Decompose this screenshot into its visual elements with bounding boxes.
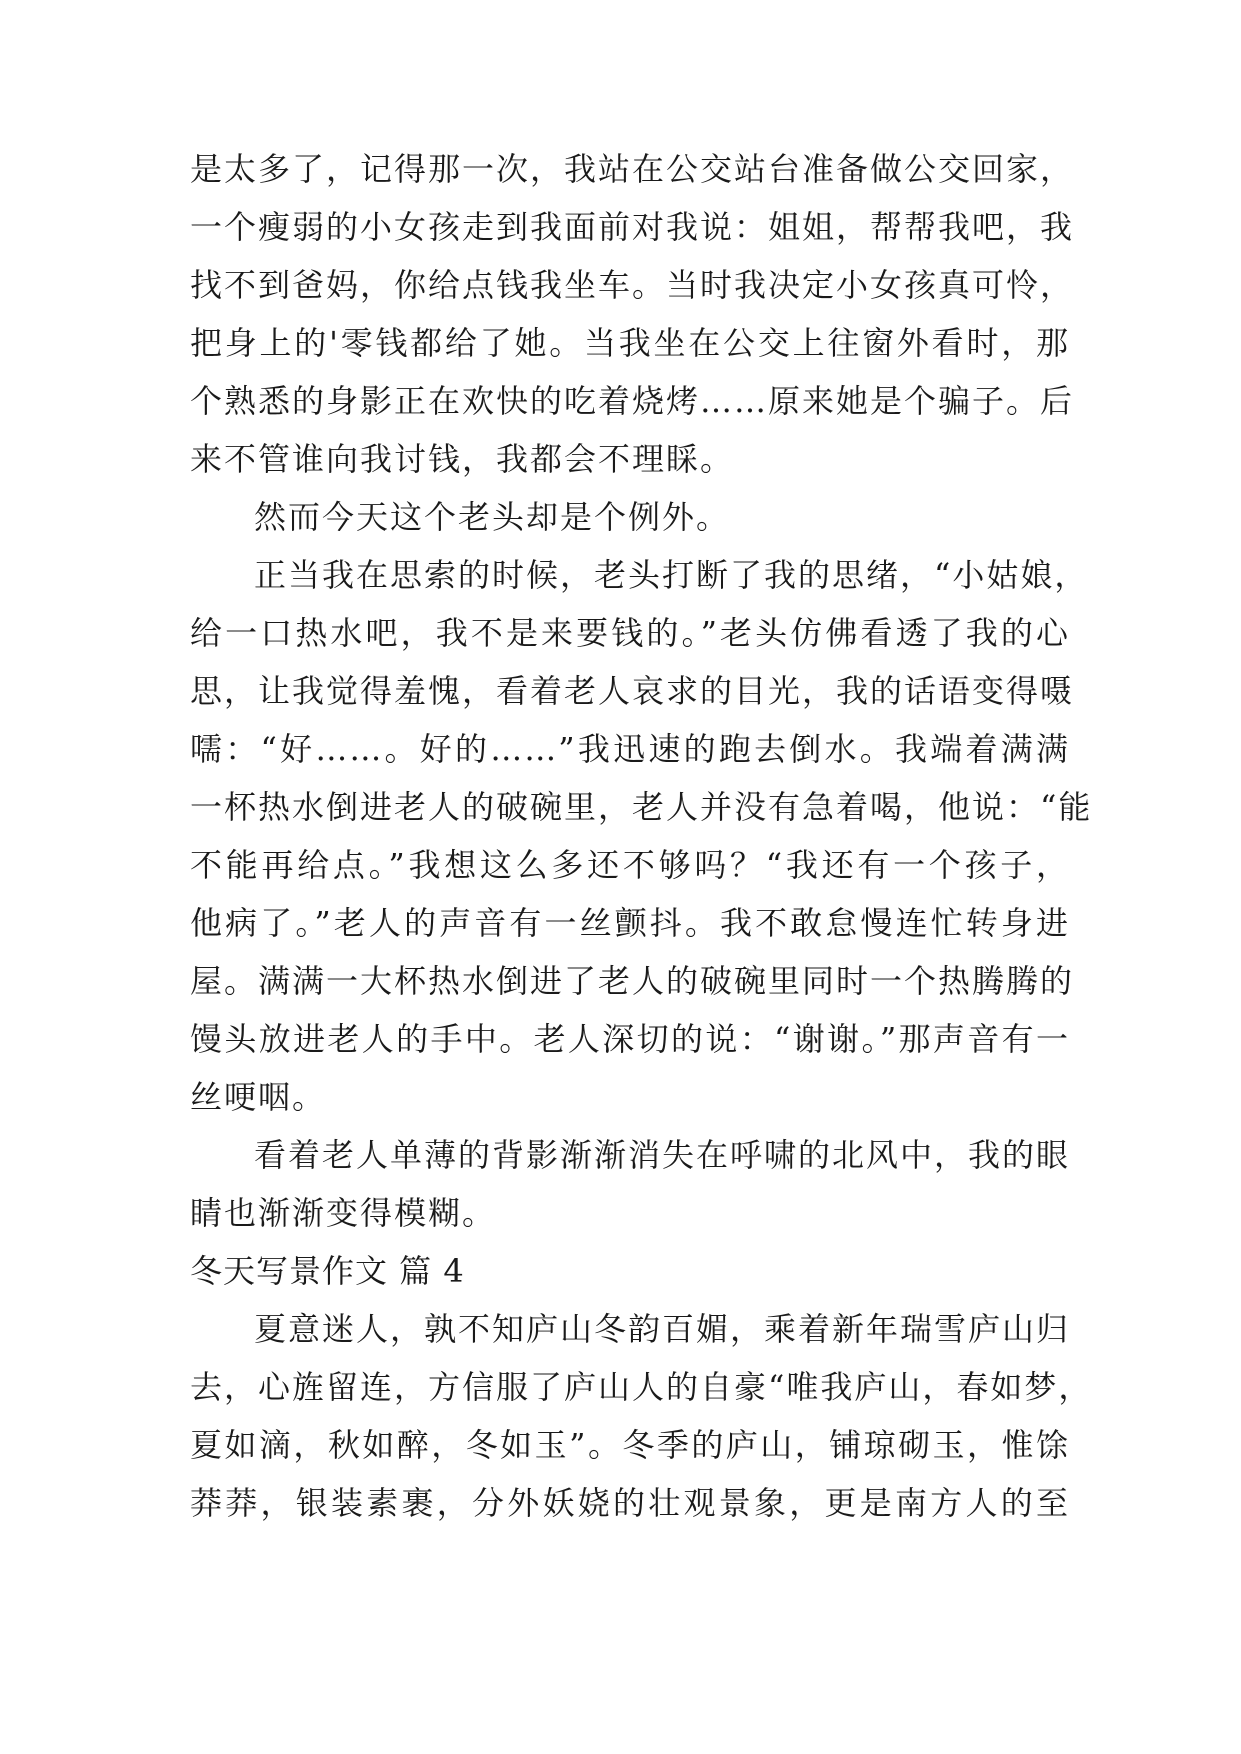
text-line: 一杯热水倒进老人的破碗里，老人并没有急着喝，他说：“能 xyxy=(190,788,1093,826)
text-line: 把身上的'零钱都给了她。当我坐在公交上往窗外看时，那 xyxy=(190,324,1070,362)
text-line: 思，让我觉得羞愧，看着老人哀求的目光，我的话语变得嗫 xyxy=(190,672,1075,710)
text-line: 睛也渐渐变得模糊。 xyxy=(190,1194,497,1232)
text-line: 馒头放进老人的手中。老人深切的说：“谢谢。”那声音有一 xyxy=(190,1020,1070,1058)
text-line: 来不管谁向我讨钱，我都会不理睬。 xyxy=(190,440,735,478)
text-line: 他病了。”老人的声音有一丝颤抖。我不敢怠慢连忙转身进 xyxy=(190,904,1070,942)
text-line: 一个瘦弱的小女孩走到我面前对我说：姐姐，帮帮我吧，我 xyxy=(190,208,1075,246)
text-line: 莽莽，银装素裹，分外妖娆的壮观景象，更是南方人的至 xyxy=(190,1484,1070,1522)
paragraph-line: 正当我在思索的时候，老头打断了我的思绪，“小姑娘， xyxy=(254,556,1089,594)
text-line: 个熟悉的身影正在欢快的吃着烧烤……原来她是个骗子。后 xyxy=(190,382,1075,420)
paragraph-line: 然而今天这个老头却是个例外。 xyxy=(254,498,731,536)
text-line: 嚅：“好……。好的……”我迅速的跑去倒水。我端着满满 xyxy=(190,730,1070,768)
text-line: 丝哽咽。 xyxy=(190,1078,327,1116)
paragraph-line: 夏意迷人，孰不知庐山冬韵百媚，乘着新年瑞雪庐山归 xyxy=(254,1310,1071,1348)
text-line: 去，心旌留连，方信服了庐山人的自豪“唯我庐山，春如梦， xyxy=(190,1368,1093,1406)
text-line: 找不到爸妈，你给点钱我坐车。当时我决定小女孩真可怜， xyxy=(190,266,1075,304)
text-line: 不能再给点。”我想这么多还不够吗？“我还有一个孩子， xyxy=(190,846,1070,884)
paragraph-line: 看着老人单薄的背影渐渐消失在呼啸的北风中，我的眼 xyxy=(254,1136,1071,1174)
section-heading: 冬天写景作文 篇 4 xyxy=(190,1252,465,1290)
text-line: 屋。满满一大杯热水倒进了老人的破碗里同时一个热腾腾的 xyxy=(190,962,1075,1000)
text-line: 夏如滴，秋如醉，冬如玉”。冬季的庐山，铺琼砌玉，惟馀 xyxy=(190,1426,1070,1464)
text-line: 是太多了，记得那一次，我站在公交站台准备做公交回家， xyxy=(190,150,1075,188)
text-line: 给一口热水吧，我不是来要钱的。”老头仿佛看透了我的心 xyxy=(190,614,1070,652)
